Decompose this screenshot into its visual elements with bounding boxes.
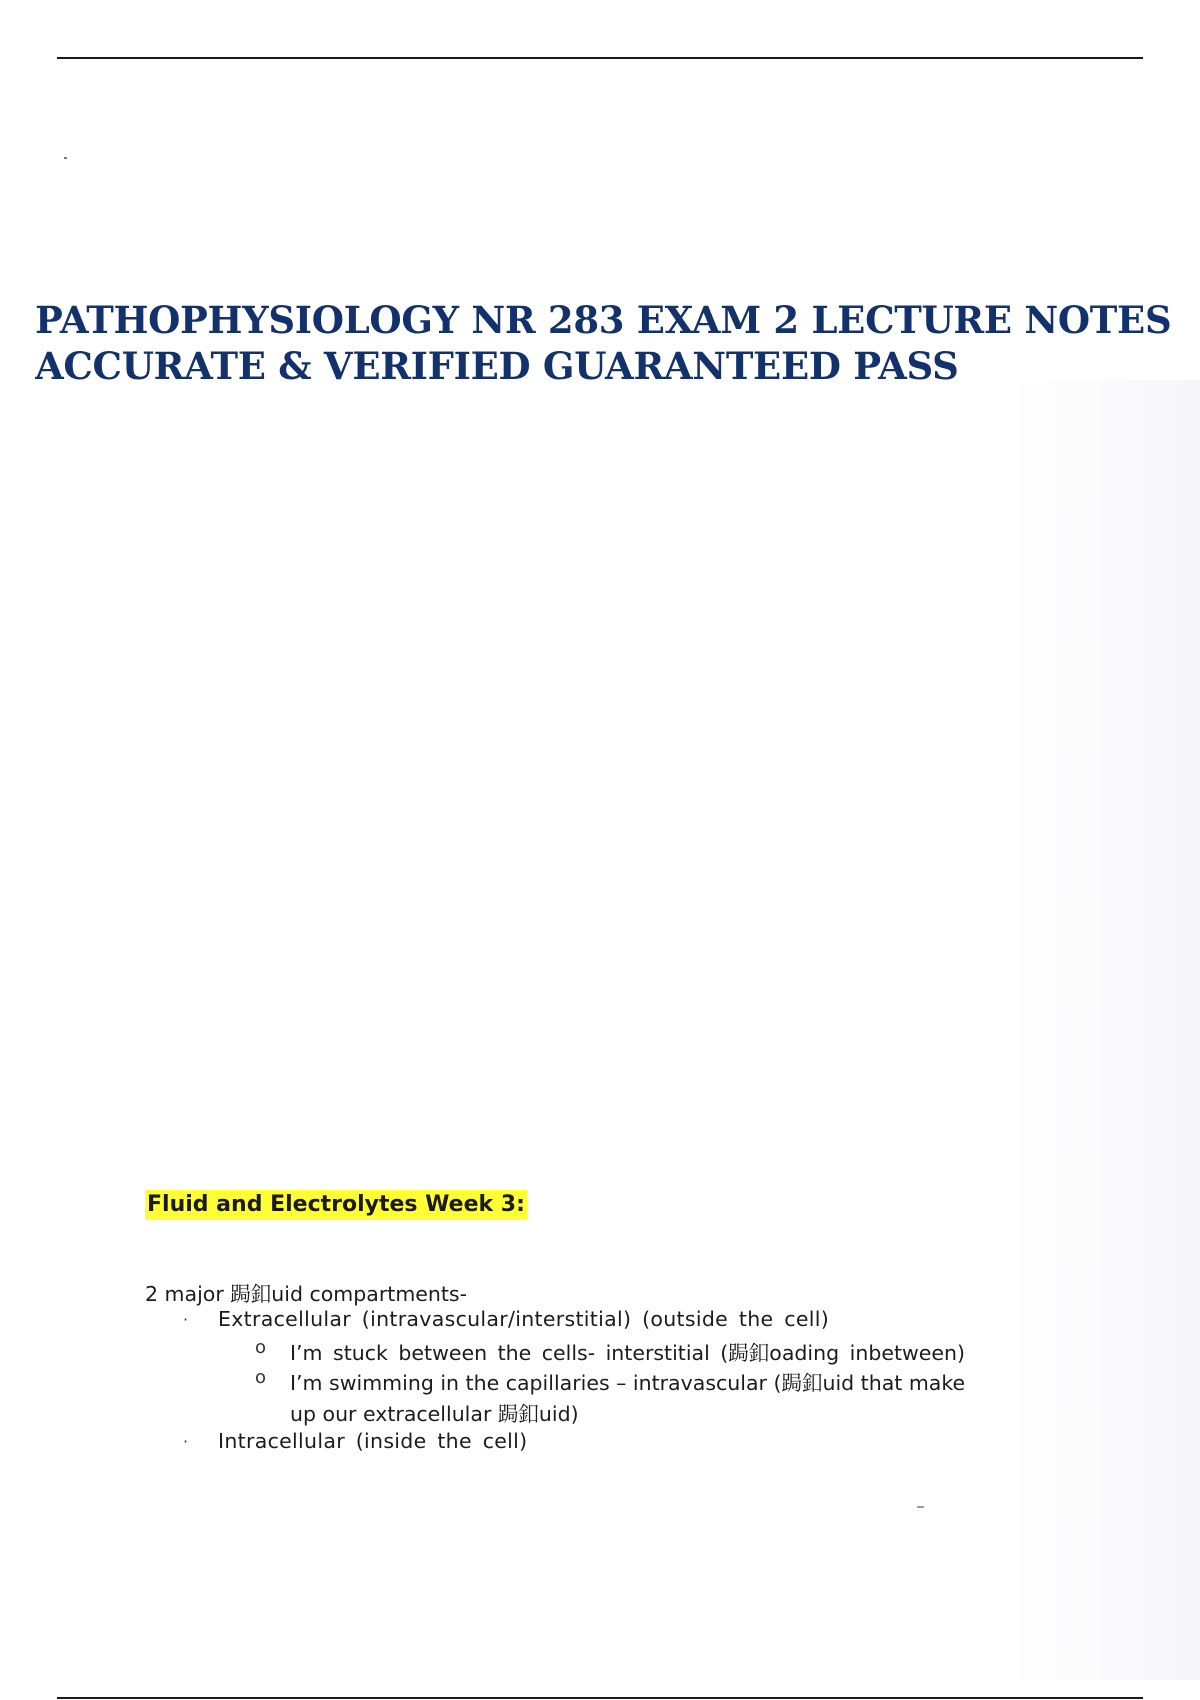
sub-bullet-marker: o <box>255 1367 267 1388</box>
bullet-intracellular: Intracellular (inside the cell) <box>218 1429 528 1453</box>
bullet-extracellular: Extracellular (intravascular/interstitial) (outside the cell) <box>218 1307 830 1331</box>
title-line-1: PATHOPHYSIOLOGY NR 283 EXAM 2 LECTURE NOTES <box>35 298 1172 342</box>
sub-bullet-intravascular-continued: up our extracellular 跼釦uid) <box>290 1402 579 1426</box>
document-title <box>35 297 1200 389</box>
intro-line: 2 major 跼釦uid compartments- <box>145 1282 468 1306</box>
section-heading: Fluid and Electrolytes Week 3: <box>145 1190 527 1220</box>
bullet-marker: · <box>183 1310 189 1329</box>
bottom-rule <box>57 1697 1143 1699</box>
stray-mark <box>917 1506 924 1508</box>
stray-mark <box>64 157 67 159</box>
top-rule <box>57 57 1143 59</box>
sub-bullet-interstitial: I’m stuck between the cells- interstitial (跼釦oading inbetween) <box>290 1341 965 1365</box>
title-line-2: ACCURATE & VERIFIED GUARANTEED PASS <box>35 344 959 388</box>
sub-bullet-marker: o <box>255 1337 267 1358</box>
sub-bullet-intravascular: I’m swimming in the capillaries – intravascular (跼釦uid that make <box>290 1371 966 1395</box>
page-edge-shade <box>1010 380 1200 1680</box>
bullet-marker: · <box>183 1432 189 1451</box>
